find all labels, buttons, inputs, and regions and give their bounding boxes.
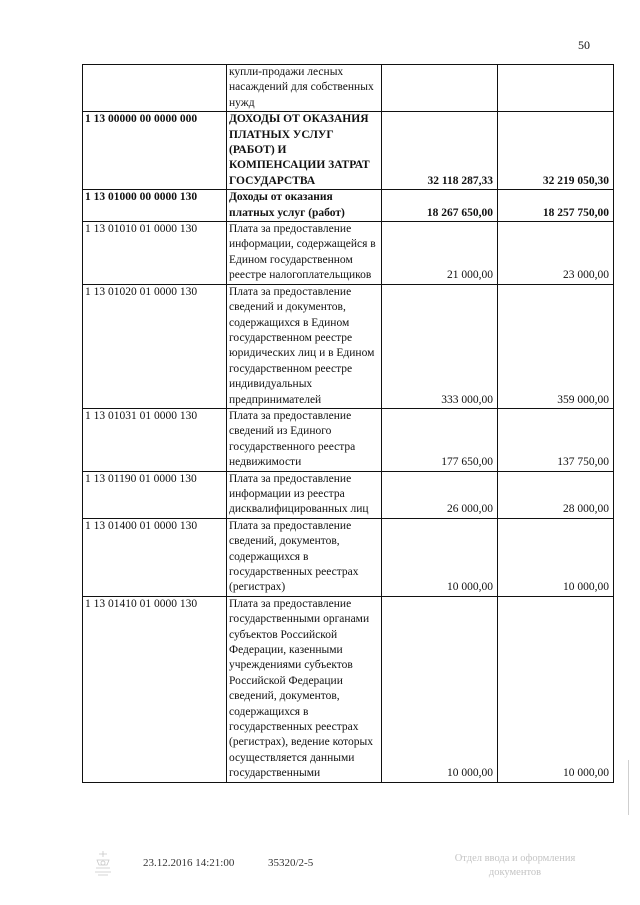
- table-row: [83, 596, 614, 782]
- code-cell: 1 13 01400 01 0000 130: [83, 518, 227, 596]
- code-cell: 1 13 00000 00 0000 000: [83, 112, 227, 190]
- value-2018-cell: 10 000,00: [498, 596, 614, 782]
- value-2017-cell: 177 650,00: [382, 408, 498, 471]
- value-2018-cell: 23 000,00: [498, 222, 614, 285]
- table-row: [83, 408, 614, 471]
- footer-faded-note: [440, 852, 590, 880]
- value-2018-cell: 28 000,00: [498, 471, 614, 518]
- value-2017-cell: 10 000,00: [382, 518, 498, 596]
- footer-doc-number: 35320/2-5: [268, 857, 314, 869]
- name-cell: Плата за предоставление сведений и документов, содержащихся в Едином государственном реестре юридических лиц и в Едином государственном реестре индивидуальных предпринимателей: [227, 284, 382, 408]
- value-2018-cell: 32 219 050,30: [498, 112, 614, 190]
- footer-faded-line: документов: [488, 867, 542, 878]
- name-cell: Плата за предоставление информации из реестра дисквалифицированных лиц: [227, 471, 382, 518]
- page-number: 50: [578, 38, 590, 52]
- value-2018-cell: 137 750,00: [498, 408, 614, 471]
- value-2017-cell: 333 000,00: [382, 284, 498, 408]
- footer-date: 23.12.2016 14:21:00: [143, 857, 235, 869]
- name-cell: купли-продажи лесных насаждений для собственных нужд: [227, 65, 382, 112]
- name-cell: Плата за предоставление государственными органами субъектов Российской Федерации, казенными учреждениями субъектов Российской Федерации сведений, документов, содержащихся в государственных реестрах (регистрах), ведение которых осуществляется данными государственными: [227, 596, 382, 782]
- code-cell: 1 13 01031 01 0000 130: [83, 408, 227, 471]
- value-2018-cell: 10 000,00: [498, 518, 614, 596]
- table-row: [83, 471, 614, 518]
- value-2017-cell: 26 000,00: [382, 471, 498, 518]
- value-2017-cell: 21 000,00: [382, 222, 498, 285]
- margin-mark: [628, 760, 629, 815]
- table-row: [83, 112, 614, 190]
- name-cell: Плата за предоставление сведений из Единого государственного реестра недвижимости: [227, 408, 382, 471]
- value-2017-cell: [382, 65, 498, 112]
- value-2017-cell: 18 267 650,00: [382, 190, 498, 222]
- value-2018-cell: 359 000,00: [498, 284, 614, 408]
- code-cell: 1 13 01410 01 0000 130: [83, 596, 227, 782]
- table-row: [83, 518, 614, 596]
- code-cell: 1 13 01010 01 0000 130: [83, 222, 227, 285]
- value-2018-cell: 18 257 750,00: [498, 190, 614, 222]
- code-cell: 1 13 01190 01 0000 130: [83, 471, 227, 518]
- code-cell: 1 13 01000 00 0000 130: [83, 190, 227, 222]
- value-2018-cell: [498, 65, 614, 112]
- name-cell: Плата за предоставление информации, содержащейся в Едином государственном реестре налогоплательщиков: [227, 222, 382, 285]
- table-row: [83, 190, 614, 222]
- table-row: [83, 65, 614, 112]
- name-cell: ДОХОДЫ ОТ ОКАЗАНИЯ ПЛАТНЫХ УСЛУГ (РАБОТ) И КОМПЕНСАЦИИ ЗАТРАТ ГОСУДАРСТВА: [227, 112, 382, 190]
- code-cell: 1 13 01020 01 0000 130: [83, 284, 227, 408]
- table-row: [83, 284, 614, 408]
- table-row: [83, 222, 614, 285]
- budget-table: [82, 64, 614, 783]
- name-cell: Плата за предоставление сведений, документов, содержащихся в государственных реестрах (регистрах): [227, 518, 382, 596]
- code-cell: [83, 65, 227, 112]
- name-cell: Доходы от оказания платных услуг (работ): [227, 190, 382, 222]
- footer-faded-line: Отдел ввода и оформления: [454, 853, 576, 864]
- value-2017-cell: 10 000,00: [382, 596, 498, 782]
- value-2017-cell: 32 118 287,33: [382, 112, 498, 190]
- emblem-icon: [88, 848, 118, 883]
- budget-table-body: [83, 65, 614, 783]
